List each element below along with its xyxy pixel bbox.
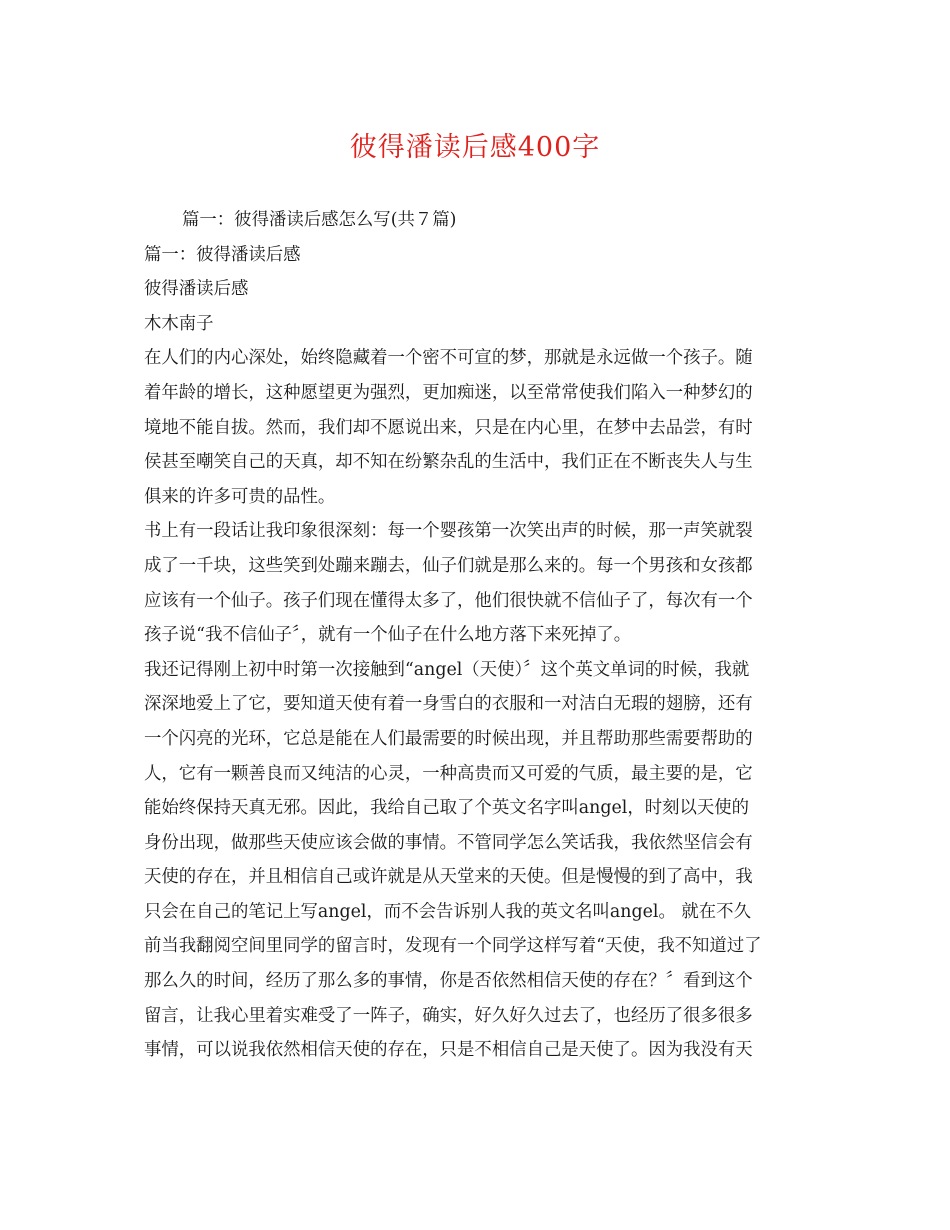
text-line: 那么久的时间，经历了那么多的事情，你是否依然相信天使的存在？〞看到这个 bbox=[144, 971, 753, 992]
text-line: 在人们的内心深处，始终隐藏着一个密不可宣的梦，那就是永远做一个孩子。随 bbox=[144, 348, 753, 369]
text-line: 天使的存在，并且相信自己或许就是从天堂来的天使。但是慢慢的到了高中，我 bbox=[144, 867, 753, 888]
text-line: 境地不能自拔。然而，我们却不愿说出来，只是在内心里，在梦中去品尝，有时 bbox=[144, 417, 753, 438]
text-line: 侯甚至嘲笑自己的天真，却不知在纷繁杂乱的生活中，我们正在不断丧失人与生 bbox=[144, 452, 753, 473]
text-line: 人，它有一颗善良而又纯洁的心灵，一种高贵而又可爱的气质，最主要的是，它 bbox=[144, 763, 753, 784]
text-line: 篇一：彼得潘读后感怎么写(共７篇) bbox=[182, 210, 457, 230]
text-line: 深深地爱上了它，要知道天使有着一身雪白的衣服和一对洁白无瑕的翅膀，还有 bbox=[144, 694, 753, 715]
text-line: 留言，让我心里着实难受了一阵子，确实，好久好久过去了，也经历了很多很多 bbox=[144, 1005, 753, 1026]
text-line: 彼得潘读后感 bbox=[144, 279, 249, 300]
text-line: 事情，可以说我依然相信天使的存在，只是不相信自己是天使了。因为我没有天 bbox=[144, 1040, 753, 1061]
text-line: 篇一：彼得潘读后感 bbox=[144, 244, 301, 265]
text-line: 只会在自己的笔记上写angel，而不会告诉别人我的英文名叫angel。 就在不久 bbox=[144, 901, 751, 922]
text-line: 身份出现，做那些天使应该会做的事情。不管同学怎么笑话我，我依然坚信会有 bbox=[144, 832, 753, 853]
text-line: 孩子说“我不信仙子〞，就有一个仙子在什么地方落下来死掉了。 bbox=[144, 625, 632, 646]
document-title: 彼得潘读后感400字 bbox=[349, 132, 601, 163]
text-line: 成了一千块，这些笑到处蹦来蹦去，仙子们就是那么来的。每一个男孩和女孩都 bbox=[144, 555, 753, 576]
text-line: 能始终保持天真无邪。因此，我给自己取了个英文名字叫angel，时刻以天使的 bbox=[144, 798, 750, 819]
text-line: 我还记得刚上初中时第一次接触到“angel（天使）〞这个英文单词的时候，我就 bbox=[144, 659, 750, 680]
text-line: 一个闪亮的光环，它总是能在人们最需要的时候出现，并且帮助那些需要帮助的 bbox=[144, 728, 753, 749]
text-line: 前当我翻阅空间里同学的留言时，发现有一个同学这样写着“天使，我不知道过了 bbox=[144, 936, 762, 957]
document-body bbox=[144, 203, 804, 1068]
text-line: 着年龄的增长，这种愿望更为强烈，更加痴迷，以至常常使我们陷入一种梦幻的 bbox=[144, 382, 753, 403]
text-line: 俱来的许多可贵的品性。 bbox=[144, 486, 336, 507]
text-line: 书上有一段话让我印象很深刻：每一个婴孩第一次笑出声的时候，那一声笑就裂 bbox=[144, 521, 753, 542]
text-line: 应该有一个仙子。孩子们现在懂得太多了，他们很快就不信仙子了，每次有一个 bbox=[144, 590, 753, 611]
text-line: 木木南子 bbox=[144, 313, 214, 334]
